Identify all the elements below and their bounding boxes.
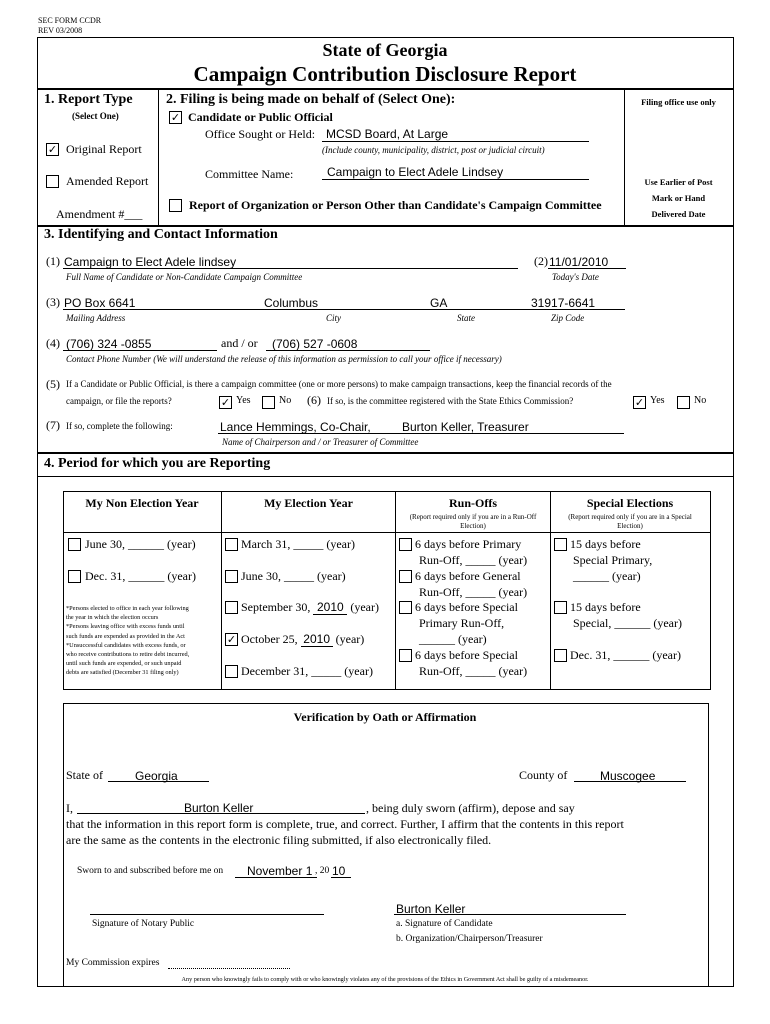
section1-select-note: (Select One): [72, 111, 119, 121]
q7-text: If so, complete the following:: [66, 421, 173, 431]
runoff-primary-checkbox[interactable]: [399, 538, 412, 551]
verification-signer-value[interactable]: Burton Keller: [184, 801, 254, 815]
election-june-label: June 30, _____ (year): [241, 569, 346, 583]
q6-text: If so, is the committee registered with the State Ethics Commission?: [327, 396, 574, 406]
special-election-line1: 15 days before: [570, 600, 641, 614]
chair-value[interactable]: Lance Hemmings, Co-Chair,: [220, 420, 371, 434]
item1-number: (1): [46, 254, 60, 268]
q5-yes-checkbox[interactable]: ✓: [220, 396, 231, 409]
special-primary-line1: 15 days before: [570, 537, 641, 551]
notary-signature-line: [90, 914, 324, 915]
q6-no-checkbox[interactable]: [677, 396, 690, 409]
period-col-divider-1: [221, 491, 222, 689]
election-september-checkbox[interactable]: [225, 601, 238, 614]
runoff-primary-line1: 6 days before Primary: [415, 537, 522, 551]
special-december-checkbox[interactable]: [554, 649, 567, 662]
amended-report-label: Amended Report: [66, 174, 149, 188]
section4-divider: [37, 452, 733, 454]
commission-label: My Commission expires: [66, 958, 160, 968]
committee-value[interactable]: Campaign to Elect Adele Lindsey: [327, 165, 504, 179]
amendment-number[interactable]: Amendment #___: [56, 207, 143, 221]
special-december-label: Dec. 31, ______ (year): [570, 648, 681, 662]
office-use-line1: Use Earlier of Post: [644, 177, 713, 187]
city-label: City: [326, 313, 341, 323]
treasurer-value[interactable]: Burton Keller, Treasurer: [402, 420, 529, 434]
verification-line2: that the information in this report form is complete, true, and correct. Further, I affirm that the contents in this report: [66, 817, 624, 831]
office-use-line3: Delivered Date: [651, 209, 706, 219]
section1-title: 1. Report Type: [44, 92, 133, 107]
and-or-label: and / or: [221, 336, 258, 350]
runoff-special-primary-line3: ______ (year): [419, 632, 487, 646]
office-note: (Include county, municipality, district, post or judicial circuit): [322, 145, 545, 155]
chair-label: Name of Chairperson and / or Treasurer of Committee: [222, 437, 419, 447]
office-label: Office Sought or Held:: [205, 127, 316, 141]
state-label: State: [457, 313, 475, 323]
address-value[interactable]: PO Box 6641: [64, 296, 136, 310]
runoff-general-line2: Run-Off, _____ (year): [419, 585, 528, 599]
col-runoffs-note2: Election): [460, 522, 486, 530]
zip-label: Zip Code: [551, 313, 585, 323]
other-organization-label: Report of Organization or Person Other than Candidate's Campaign Committee: [189, 198, 602, 212]
special-election-checkbox[interactable]: [554, 601, 567, 614]
commission-line: [168, 968, 290, 969]
today-date-value[interactable]: 11/01/2010: [549, 255, 609, 269]
special-primary-checkbox[interactable]: [554, 538, 567, 551]
q5-no-label: No: [279, 395, 292, 406]
election-september-year[interactable]: 2010: [313, 600, 347, 615]
header-divider: [37, 88, 733, 90]
candidate-checkbox[interactable]: ✓: [170, 111, 181, 124]
city-value[interactable]: Columbus: [264, 296, 319, 310]
runoff-special-checkbox[interactable]: [399, 649, 412, 662]
sworn-year-prefix: , 20: [315, 866, 330, 876]
election-march-checkbox[interactable]: [225, 538, 238, 551]
election-october-checkbox[interactable]: ✓: [226, 633, 237, 646]
sworn-label: Sworn to and subscribed before me on: [77, 866, 224, 876]
office-use-divider: [624, 90, 625, 225]
election-march-label: March 31, _____ (year): [241, 537, 355, 551]
non-election-june-label: June 30, ______ (year): [85, 537, 196, 551]
candidate-name-label: Full Name of Candidate or Non-Candidate Campaign Committee: [66, 272, 303, 282]
election-october-label: October 25, 2010 (year): [241, 632, 365, 646]
runoff-special-line1: 6 days before Special: [415, 648, 518, 662]
section4-title-rule: [37, 476, 733, 477]
col-non-election-header: My Non Election Year: [85, 496, 199, 510]
q5-no-checkbox[interactable]: [262, 396, 275, 409]
item7-number: (7): [46, 418, 60, 432]
other-organization-checkbox[interactable]: [169, 199, 182, 212]
candidate-name-value[interactable]: Campaign to Elect Adele lindsey: [64, 255, 237, 269]
q5-yes-label: Yes: [236, 395, 251, 406]
runoff-special-line2: Run-Off, _____ (year): [419, 664, 528, 678]
verification-state-label: State of: [66, 768, 103, 782]
address-label: Mailing Address: [66, 313, 126, 323]
verification-county-label: County of: [519, 768, 568, 782]
phone-label: Contact Phone Number (We will understand the release of this information as permission to call your office if necessary): [66, 354, 502, 364]
q5-text-line1: If a Candidate or Public Official, is there a campaign committee (one or more persons) to make campaign transactions, keep the financial records of the: [66, 379, 612, 389]
special-primary-line2: Special Primary,: [573, 553, 653, 567]
non-election-notes: *Persons elected to office in each year following the year in which the election occurs *Persons leaving office with excess funds until such funds are expended as provided in the Act *Unsuccessful candidates with excess funds, or who receive contributions to retire debt incurred, until such funds are expended, or such unpaid debts are satisfied (December 31 filing only): [66, 605, 190, 677]
col-special-header: Special Elections: [586, 496, 674, 510]
col-runoffs-note1: (Report required only if you are in a Run-Off: [409, 513, 537, 521]
section3-title: 3. Identifying and Contact Information: [44, 227, 278, 242]
form-code: SEC FORM CCDR: [38, 16, 102, 25]
state-title: State of Georgia: [322, 40, 448, 60]
q5-text-line2: campaign, or file the reports?: [66, 396, 172, 406]
zip-value[interactable]: 31917-6641: [531, 296, 596, 310]
verification-state-value[interactable]: Georgia: [135, 769, 178, 783]
election-december-checkbox[interactable]: [225, 665, 238, 678]
runoff-special-primary-line1: 6 days before Special: [415, 600, 518, 614]
misdemeanor-footer: Any person who knowingly fails to comply with or who knowingly violates any of the provisions of the Ethics in Government Act shall be guilty of a misdemeanor.: [181, 976, 589, 983]
amended-report-checkbox[interactable]: [46, 175, 59, 188]
special-election-line2: Special, ______ (year): [573, 616, 682, 630]
sworn-date-value[interactable]: November 1: [247, 864, 313, 878]
q6-yes-label: Yes: [650, 395, 665, 406]
section4-title: 4. Period for which you are Reporting: [44, 456, 271, 471]
item3-number: (3): [46, 295, 60, 309]
state-value[interactable]: GA: [430, 296, 448, 310]
non-election-dec-label: Dec. 31, ______ (year): [85, 569, 196, 583]
section1-divider: [158, 90, 159, 225]
non-election-dec-checkbox[interactable]: [68, 570, 81, 583]
runoff-general-checkbox[interactable]: [399, 570, 412, 583]
item6-number: (6): [307, 393, 321, 407]
original-report-label: Original Report: [66, 142, 142, 156]
verification-title: Verification by Oath or Affirmation: [293, 710, 477, 724]
runoff-special-primary-line2: Primary Run-Off,: [419, 616, 505, 630]
signature-label-b: b. Organization/Chairperson/Treasurer: [396, 934, 543, 944]
office-use-title: Filing office use only: [641, 97, 716, 107]
runoff-special-primary-checkbox[interactable]: [399, 601, 412, 614]
special-primary-line3: ______ (year): [573, 569, 641, 583]
candidate-label: Candidate or Public Official: [188, 110, 333, 124]
office-use-line2: Mark or Hand: [651, 193, 706, 203]
form-revision: REV 03/2008: [38, 26, 83, 35]
item2-number: (2): [534, 254, 548, 268]
report-title: Campaign Contribution Disclosure Report: [193, 62, 577, 86]
office-line: [322, 141, 589, 142]
phone2-value[interactable]: (706) 527 -0608: [272, 337, 358, 351]
verification-sworn-text: , being duly sworn (affirm), depose and say: [366, 801, 575, 815]
verification-county-value[interactable]: Muscogee: [600, 769, 656, 783]
col-runoffs-header: Run-Offs: [448, 496, 497, 510]
election-december-label: December 31, _____ (year): [241, 664, 373, 678]
q6-no-label: No: [694, 395, 707, 406]
item4-number: (4): [46, 336, 60, 350]
phone1-value[interactable]: (706) 324 -0855: [66, 337, 152, 351]
col-special-note2: Election): [617, 522, 643, 530]
notary-signature-label: Signature of Notary Public: [92, 919, 195, 929]
q6-yes-checkbox[interactable]: ✓: [634, 396, 645, 409]
committee-label: Committee Name:: [205, 167, 294, 181]
item5-number: (5): [46, 377, 60, 391]
election-september-label: September 30, 2010 (year): [241, 600, 379, 614]
today-date-label: Today's Date: [552, 272, 599, 282]
original-report-checkbox[interactable]: ✓: [47, 143, 58, 156]
election-june-checkbox[interactable]: [225, 570, 238, 583]
candidate-signature-value[interactable]: Burton Keller: [396, 902, 466, 916]
election-october-year[interactable]: 2010: [301, 632, 333, 647]
period-table-header-rule: [63, 532, 710, 533]
non-election-june-checkbox[interactable]: [68, 538, 81, 551]
col-election-header: My Election Year: [264, 496, 353, 510]
col-special-note1: (Report required only if you are in a Special: [568, 513, 692, 521]
runoff-general-line1: 6 days before General: [415, 569, 521, 583]
sworn-year-value[interactable]: 10: [332, 864, 346, 878]
verification-line3: are the same as the contents in the electronic filing submitted, if also electronically filed.: [66, 833, 492, 847]
committee-line: [322, 179, 589, 180]
verification-i-label: I,: [66, 801, 73, 815]
section2-title: 2. Filing is being made on behalf of (Select One):: [166, 92, 456, 107]
signature-label-a: a. Signature of Candidate: [396, 919, 493, 929]
office-value[interactable]: MCSD Board, At Large: [326, 127, 449, 141]
runoff-primary-line2: Run-Off, _____ (year): [419, 553, 528, 567]
